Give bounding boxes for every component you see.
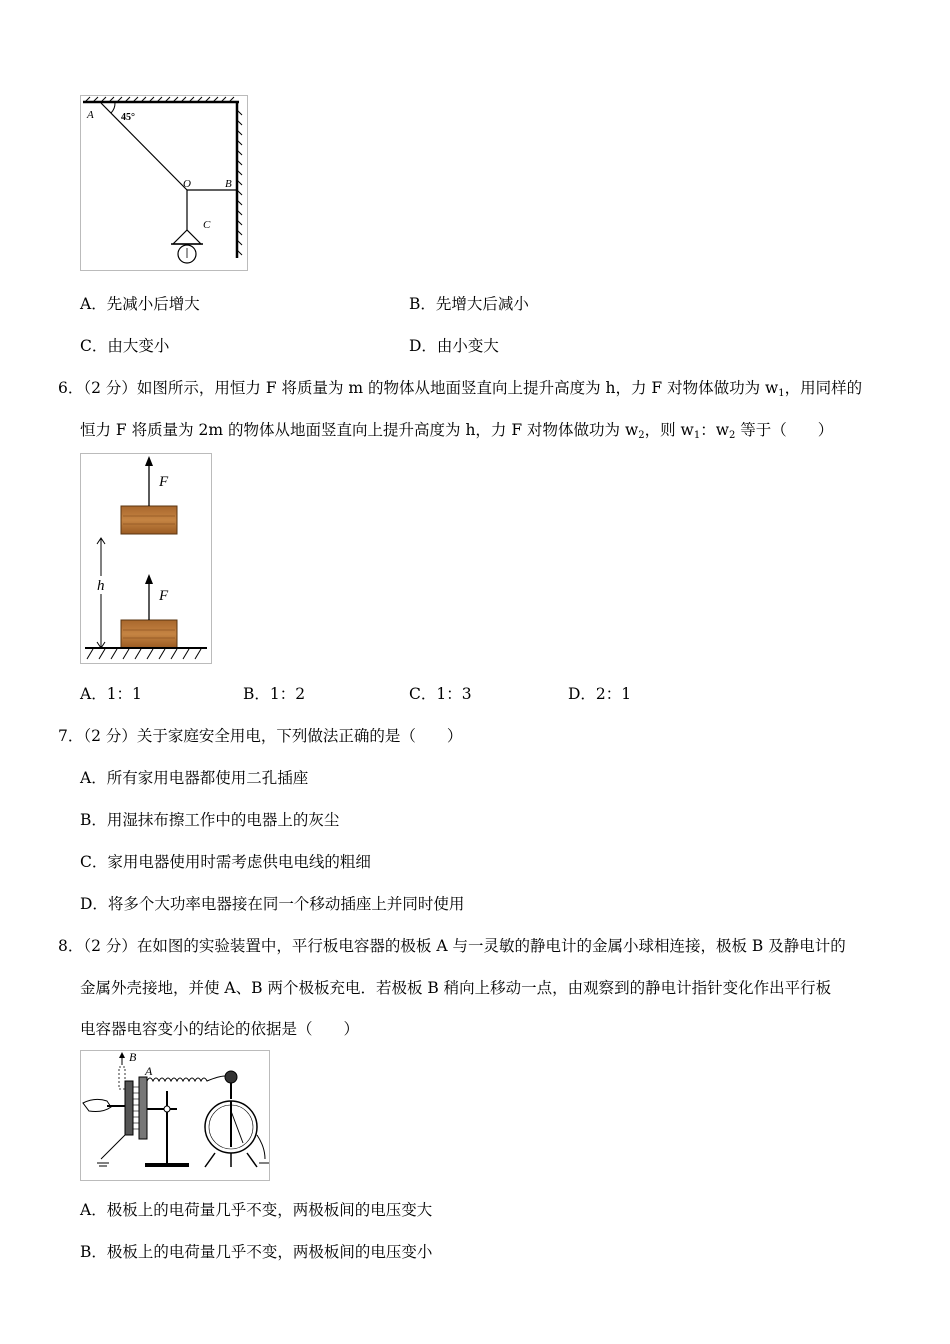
q8-option-b: B．极板上的电荷量几乎不变，两极板间的电压变小 [80,1243,433,1261]
q6-option-d: D．2：1 [568,685,632,703]
q6-line2-sub2: 1 [693,430,701,441]
q6-figure [80,453,212,664]
label-b: B [225,178,232,190]
q6-line2-b: ，则 w [644,421,694,439]
angle-label: 45° [121,112,135,123]
label-c: C [203,219,211,231]
q6-line2-c: ：w [700,421,729,439]
q6-line1-suffix: ，用同样的 [784,379,863,397]
plate-a-label: A [145,1064,153,1078]
q5-figure [80,95,248,271]
q7-option-b: B．用湿抹布擦工作中的电器上的灰尘 [80,811,340,829]
force-label-bottom: F [159,588,169,604]
q5-option-a: A．先减小后增大 [80,295,200,313]
q6-stem-line2 [80,418,833,441]
q8-option-a: A．极板上的电荷量几乎不变，两极板间的电压变大 [80,1201,433,1219]
q6-line2-a: 恒力 F 将质量为 2m 的物体从地面竖直向上提升高度为 h，力 F 对物体做功为 w [80,421,639,439]
q8-stem-line3: 电容器电容变小的结论的依据是（ ） [80,1020,360,1038]
q6-option-a: A．1：1 [80,685,142,703]
q5-option-c: C．由大变小 [80,337,170,355]
q6-stem-line1 [58,376,862,399]
capacitor-electrometer-diagram [81,1051,269,1180]
q7-option-d: D．将多个大功率电器接在同一个移动插座上并同时使用 [80,895,465,913]
q7-stem: 7．（2 分）关于家庭安全用电，下列做法正确的是（ ） [58,727,463,745]
lamp-hanging-diagram [81,96,247,270]
q6-line2-sub3: 2 [728,430,736,441]
q8-figure [80,1050,270,1181]
q6-option-b: B．1：2 [243,685,306,703]
q6-line1-sub: 1 [778,388,785,399]
q6-line1-prefix: 6．（2 分）如图所示，用恒力 F 将质量为 m 的物体从地面竖直向上提升高度为 h，力 F 对物体做功为 w [58,379,779,397]
q8-stem-line1: 8．（2 分）在如图的实验装置中，平行板电容器的极板 A 与一灵敏的静电计的金属小球相连接，极板 B 及静电计的 [58,937,846,955]
label-o: O [183,178,191,190]
lifting-box-diagram [81,454,211,663]
plate-b-label: B [129,1051,137,1064]
q7-option-c: C．家用电器使用时需考虑供电电线的粗细 [80,853,371,871]
q6-option-c: C．1：3 [409,685,472,703]
force-label-top: F [159,474,169,490]
q6-line2-d: 等于（ ） [735,421,834,439]
q7-option-a: A．所有家用电器都使用二孔插座 [80,769,309,787]
q8-stem-line2: 金属外壳接地，并使 A、B 两个极板充电．若极板 B 稍向上移动一点，由观察到的静电计指针变化作出平行板 [80,979,832,997]
q6-line2-sub1: 2 [638,430,645,441]
q5-option-d: D．由小变大 [409,337,499,355]
height-label: h [97,578,105,594]
label-a: A [87,109,94,121]
q5-option-b: B．先增大后减小 [409,295,529,313]
